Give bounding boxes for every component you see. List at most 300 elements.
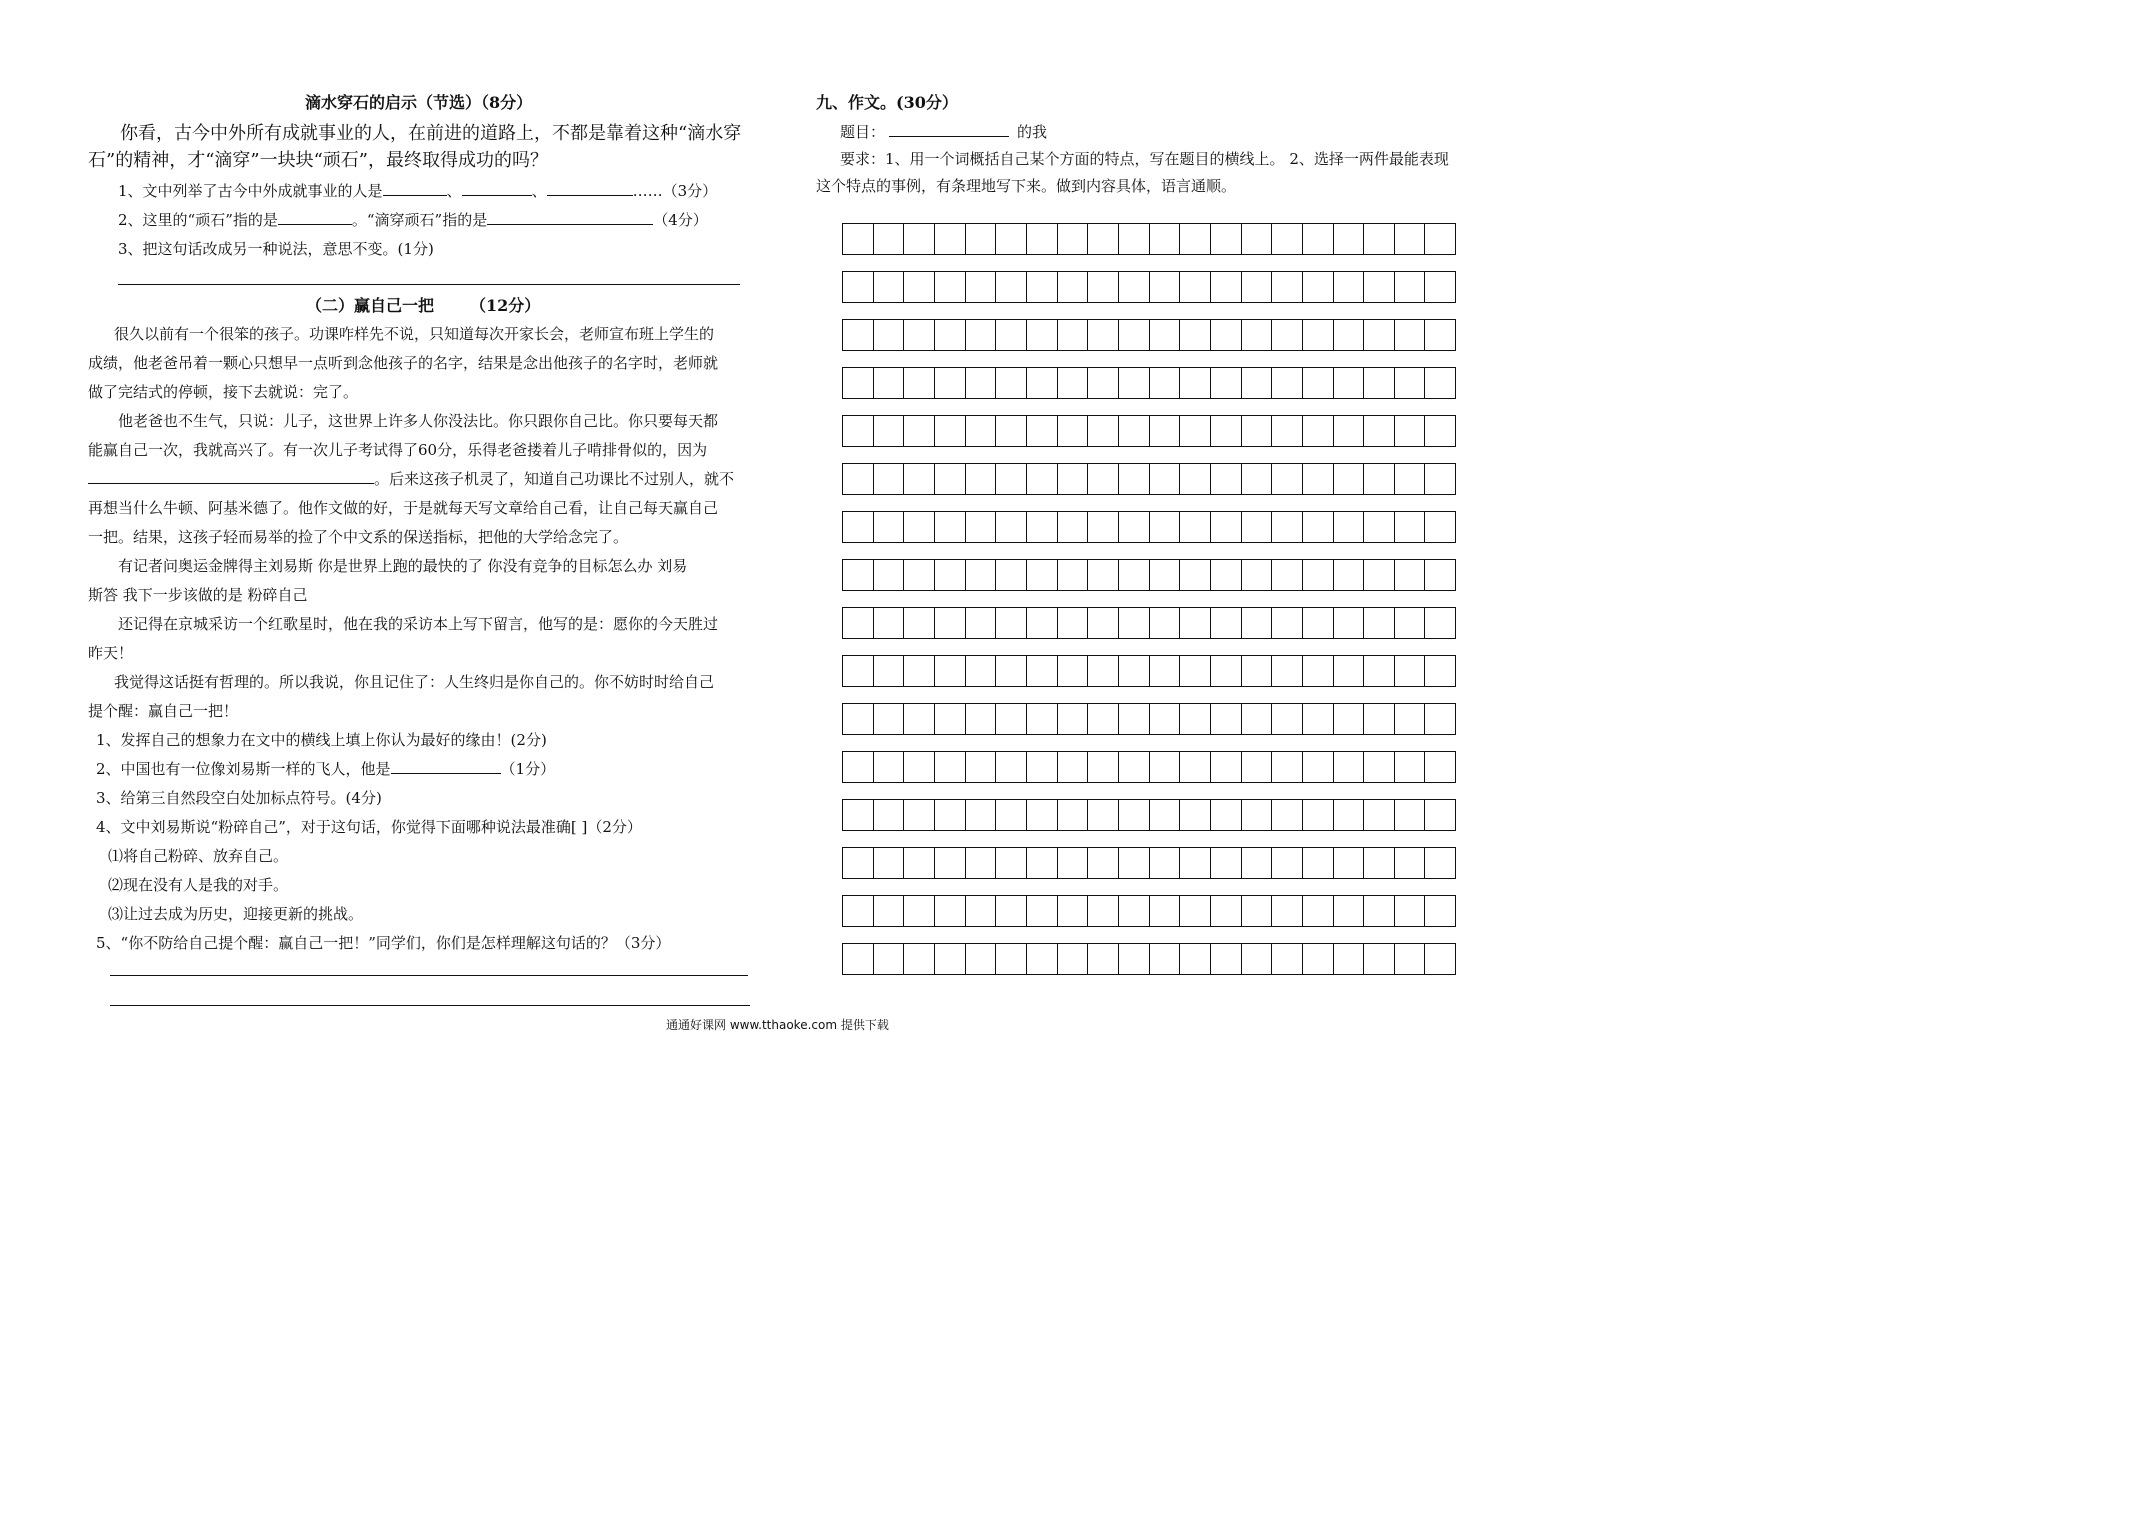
grid-cell[interactable] xyxy=(1211,752,1242,782)
grid-cell[interactable] xyxy=(1395,368,1426,398)
grid-cell[interactable] xyxy=(1058,848,1089,878)
grid-cell[interactable] xyxy=(1334,416,1365,446)
grid-cell[interactable] xyxy=(904,944,935,974)
grid-cell[interactable] xyxy=(1027,272,1058,302)
grid-cell[interactable] xyxy=(1425,512,1455,542)
grid-cell[interactable] xyxy=(904,272,935,302)
grid-cell[interactable] xyxy=(1272,272,1303,302)
grid-cell[interactable] xyxy=(1027,464,1058,494)
grid-cell[interactable] xyxy=(1211,464,1242,494)
grid-cell[interactable] xyxy=(1425,416,1455,446)
grid-cell[interactable] xyxy=(1150,896,1181,926)
grid-cell[interactable] xyxy=(1119,272,1150,302)
grid-cell[interactable] xyxy=(843,368,874,398)
grid-cell[interactable] xyxy=(1334,464,1365,494)
grid-cell[interactable] xyxy=(1242,464,1273,494)
grid-cell[interactable] xyxy=(1395,512,1426,542)
grid-cell[interactable] xyxy=(1027,848,1058,878)
grid-cell[interactable] xyxy=(1119,320,1150,350)
grid-cell[interactable] xyxy=(1119,656,1150,686)
grid-cell[interactable] xyxy=(996,896,1027,926)
grid-cell[interactable] xyxy=(1150,272,1181,302)
grid-cell[interactable] xyxy=(874,752,905,782)
grid-cell[interactable] xyxy=(966,416,997,446)
grid-cell[interactable] xyxy=(1272,752,1303,782)
grid-cell[interactable] xyxy=(874,656,905,686)
grid-cell[interactable] xyxy=(996,848,1027,878)
grid-cell[interactable] xyxy=(1364,560,1395,590)
grid-cell[interactable] xyxy=(1303,752,1334,782)
grid-cell[interactable] xyxy=(1027,608,1058,638)
grid-cell[interactable] xyxy=(1303,656,1334,686)
grid-cell[interactable] xyxy=(1058,944,1089,974)
grid-cell[interactable] xyxy=(966,560,997,590)
grid-cell[interactable] xyxy=(874,368,905,398)
grid-cell[interactable] xyxy=(1272,848,1303,878)
grid-cell[interactable] xyxy=(1425,608,1455,638)
grid-cell[interactable] xyxy=(1272,896,1303,926)
grid-cell[interactable] xyxy=(1425,560,1455,590)
grid-cell[interactable] xyxy=(843,848,874,878)
grid-cell[interactable] xyxy=(1088,752,1119,782)
grid-cell[interactable] xyxy=(1027,512,1058,542)
grid-cell[interactable] xyxy=(996,272,1027,302)
grid-cell[interactable] xyxy=(1211,272,1242,302)
grid-cell[interactable] xyxy=(1425,896,1455,926)
grid-cell[interactable] xyxy=(843,656,874,686)
grid-cell[interactable] xyxy=(1150,608,1181,638)
grid-cell[interactable] xyxy=(1119,800,1150,830)
grid-cell[interactable] xyxy=(1150,224,1181,254)
grid-cell[interactable] xyxy=(1119,608,1150,638)
grid-cell[interactable] xyxy=(1272,368,1303,398)
grid-cell[interactable] xyxy=(1242,944,1273,974)
grid-cell[interactable] xyxy=(1211,416,1242,446)
grid-cell[interactable] xyxy=(1119,560,1150,590)
grid-cell[interactable] xyxy=(996,800,1027,830)
grid-cell[interactable] xyxy=(1334,656,1365,686)
grid-cell[interactable] xyxy=(1180,368,1211,398)
grid-cell[interactable] xyxy=(1303,416,1334,446)
q1-blank-1[interactable] xyxy=(383,181,447,196)
grid-cell[interactable] xyxy=(1395,944,1426,974)
grid-cell[interactable] xyxy=(1119,896,1150,926)
grid-cell[interactable] xyxy=(1364,272,1395,302)
grid-cell[interactable] xyxy=(1180,896,1211,926)
grid-cell[interactable] xyxy=(874,704,905,734)
grid-cell[interactable] xyxy=(996,752,1027,782)
q1-blank-3[interactable] xyxy=(547,181,633,196)
grid-cell[interactable] xyxy=(904,224,935,254)
grid-cell[interactable] xyxy=(1180,560,1211,590)
grid-cell[interactable] xyxy=(1211,368,1242,398)
grid-cell[interactable] xyxy=(1211,848,1242,878)
grid-cell[interactable] xyxy=(935,896,966,926)
grid-cell[interactable] xyxy=(1242,848,1273,878)
grid-cell[interactable] xyxy=(1150,368,1181,398)
grid-cell[interactable] xyxy=(1425,320,1455,350)
grid-cell[interactable] xyxy=(1303,272,1334,302)
grid-cell[interactable] xyxy=(1272,320,1303,350)
grid-cell[interactable] xyxy=(1058,416,1089,446)
grid-cell[interactable] xyxy=(1180,272,1211,302)
grid-cell[interactable] xyxy=(874,848,905,878)
grid-cell[interactable] xyxy=(935,704,966,734)
grid-cell[interactable] xyxy=(1334,224,1365,254)
grid-cell[interactable] xyxy=(966,512,997,542)
grid-cell[interactable] xyxy=(1395,656,1426,686)
grid-cell[interactable] xyxy=(1088,896,1119,926)
grid-cell[interactable] xyxy=(904,464,935,494)
grid-cell[interactable] xyxy=(1027,368,1058,398)
grid-cell[interactable] xyxy=(1211,320,1242,350)
grid-cell[interactable] xyxy=(1150,416,1181,446)
grid-cell[interactable] xyxy=(1150,464,1181,494)
grid-cell[interactable] xyxy=(1119,752,1150,782)
grid-cell[interactable] xyxy=(1180,944,1211,974)
grid-cell[interactable] xyxy=(1364,416,1395,446)
grid-cell[interactable] xyxy=(1242,320,1273,350)
grid-cell[interactable] xyxy=(1119,368,1150,398)
grid-cell[interactable] xyxy=(1242,608,1273,638)
reason-blank[interactable] xyxy=(88,469,374,484)
grid-cell[interactable] xyxy=(1088,848,1119,878)
grid-cell[interactable] xyxy=(1364,704,1395,734)
grid-cell[interactable] xyxy=(843,800,874,830)
grid-cell[interactable] xyxy=(935,464,966,494)
grid-cell[interactable] xyxy=(1058,464,1089,494)
grid-cell[interactable] xyxy=(1303,320,1334,350)
grid-cell[interactable] xyxy=(966,896,997,926)
grid-cell[interactable] xyxy=(935,848,966,878)
grid-cell[interactable] xyxy=(1119,464,1150,494)
grid-cell[interactable] xyxy=(1180,416,1211,446)
grid-cell[interactable] xyxy=(935,272,966,302)
grid-cell[interactable] xyxy=(904,656,935,686)
grid-cell[interactable] xyxy=(904,848,935,878)
grid-cell[interactable] xyxy=(1272,224,1303,254)
grid-cell[interactable] xyxy=(1425,752,1455,782)
grid-cell[interactable] xyxy=(843,224,874,254)
grid-cell[interactable] xyxy=(874,608,905,638)
grid-cell[interactable] xyxy=(996,656,1027,686)
grid-cell[interactable] xyxy=(1334,848,1365,878)
grid-cell[interactable] xyxy=(1364,464,1395,494)
grid-cell[interactable] xyxy=(1211,800,1242,830)
grid-cell[interactable] xyxy=(1425,224,1455,254)
grid-cell[interactable] xyxy=(1334,752,1365,782)
grid-cell[interactable] xyxy=(935,608,966,638)
grid-cell[interactable] xyxy=(1150,800,1181,830)
grid-cell[interactable] xyxy=(1303,848,1334,878)
grid-cell[interactable] xyxy=(1058,320,1089,350)
grid-cell[interactable] xyxy=(1272,944,1303,974)
grid-cell[interactable] xyxy=(1242,368,1273,398)
grid-cell[interactable] xyxy=(1364,848,1395,878)
grid-cell[interactable] xyxy=(1180,320,1211,350)
grid-cell[interactable] xyxy=(843,272,874,302)
answer-line[interactable] xyxy=(110,1005,750,1006)
grid-cell[interactable] xyxy=(904,704,935,734)
grid-cell[interactable] xyxy=(996,224,1027,254)
grid-cell[interactable] xyxy=(1303,224,1334,254)
grid-cell[interactable] xyxy=(935,416,966,446)
grid-cell[interactable] xyxy=(1150,656,1181,686)
grid-cell[interactable] xyxy=(843,608,874,638)
grid-cell[interactable] xyxy=(1211,224,1242,254)
grid-cell[interactable] xyxy=(1088,368,1119,398)
grid-cell[interactable] xyxy=(1150,848,1181,878)
grid-cell[interactable] xyxy=(1334,944,1365,974)
grid-cell[interactable] xyxy=(996,464,1027,494)
grid-cell[interactable] xyxy=(1364,320,1395,350)
grid-cell[interactable] xyxy=(966,272,997,302)
grid-cell[interactable] xyxy=(874,320,905,350)
grid-cell[interactable] xyxy=(966,944,997,974)
grid-cell[interactable] xyxy=(843,512,874,542)
grid-cell[interactable] xyxy=(935,512,966,542)
grid-cell[interactable] xyxy=(1027,800,1058,830)
grid-cell[interactable] xyxy=(1334,560,1365,590)
grid-cell[interactable] xyxy=(935,656,966,686)
grid-cell[interactable] xyxy=(1088,272,1119,302)
grid-cell[interactable] xyxy=(874,944,905,974)
grid-cell[interactable] xyxy=(1088,656,1119,686)
grid-cell[interactable] xyxy=(1425,704,1455,734)
grid-cell[interactable] xyxy=(966,224,997,254)
grid-cell[interactable] xyxy=(1303,368,1334,398)
grid-cell[interactable] xyxy=(935,224,966,254)
grid-cell[interactable] xyxy=(1395,320,1426,350)
grid-cell[interactable] xyxy=(1334,800,1365,830)
grid-cell[interactable] xyxy=(1119,416,1150,446)
grid-cell[interactable] xyxy=(874,416,905,446)
grid-cell[interactable] xyxy=(1364,896,1395,926)
grid-cell[interactable] xyxy=(1058,752,1089,782)
grid-cell[interactable] xyxy=(1119,848,1150,878)
grid-cell[interactable] xyxy=(1180,704,1211,734)
grid-cell[interactable] xyxy=(966,848,997,878)
grid-cell[interactable] xyxy=(1425,800,1455,830)
grid-cell[interactable] xyxy=(1364,224,1395,254)
grid-cell[interactable] xyxy=(1395,560,1426,590)
grid-cell[interactable] xyxy=(1303,560,1334,590)
grid-cell[interactable] xyxy=(1303,800,1334,830)
grid-cell[interactable] xyxy=(1364,368,1395,398)
grid-cell[interactable] xyxy=(1150,512,1181,542)
grid-cell[interactable] xyxy=(874,560,905,590)
grid-cell[interactable] xyxy=(904,896,935,926)
grid-cell[interactable] xyxy=(874,512,905,542)
grid-cell[interactable] xyxy=(843,944,874,974)
grid-cell[interactable] xyxy=(843,704,874,734)
grid-cell[interactable] xyxy=(1303,608,1334,638)
grid-cell[interactable] xyxy=(874,896,905,926)
grid-cell[interactable] xyxy=(935,560,966,590)
grid-cell[interactable] xyxy=(1027,752,1058,782)
grid-cell[interactable] xyxy=(1272,560,1303,590)
grid-cell[interactable] xyxy=(1150,560,1181,590)
grid-cell[interactable] xyxy=(966,464,997,494)
grid-cell[interactable] xyxy=(1088,560,1119,590)
grid-cell[interactable] xyxy=(996,368,1027,398)
grid-cell[interactable] xyxy=(904,320,935,350)
grid-cell[interactable] xyxy=(1272,464,1303,494)
grid-cell[interactable] xyxy=(1364,752,1395,782)
grid-cell[interactable] xyxy=(1242,272,1273,302)
grid-cell[interactable] xyxy=(996,560,1027,590)
grid-cell[interactable] xyxy=(1180,512,1211,542)
grid-cell[interactable] xyxy=(1364,656,1395,686)
grid-cell[interactable] xyxy=(1119,512,1150,542)
grid-cell[interactable] xyxy=(966,704,997,734)
grid-cell[interactable] xyxy=(1058,656,1089,686)
grid-cell[interactable] xyxy=(1088,800,1119,830)
q1-blank-2[interactable] xyxy=(462,181,532,196)
grid-cell[interactable] xyxy=(1334,272,1365,302)
grid-cell[interactable] xyxy=(1303,944,1334,974)
grid-cell[interactable] xyxy=(1395,608,1426,638)
grid-cell[interactable] xyxy=(1425,272,1455,302)
grid-cell[interactable] xyxy=(1027,704,1058,734)
grid-cell[interactable] xyxy=(996,704,1027,734)
grid-cell[interactable] xyxy=(1242,224,1273,254)
grid-cell[interactable] xyxy=(843,464,874,494)
grid-cell[interactable] xyxy=(1272,704,1303,734)
grid-cell[interactable] xyxy=(966,800,997,830)
grid-cell[interactable] xyxy=(1180,848,1211,878)
grid-cell[interactable] xyxy=(996,320,1027,350)
grid-cell[interactable] xyxy=(935,752,966,782)
grid-cell[interactable] xyxy=(904,560,935,590)
grid-cell[interactable] xyxy=(1180,752,1211,782)
grid-cell[interactable] xyxy=(1211,896,1242,926)
grid-cell[interactable] xyxy=(1272,656,1303,686)
grid-cell[interactable] xyxy=(1058,560,1089,590)
grid-cell[interactable] xyxy=(1150,320,1181,350)
grid-cell[interactable] xyxy=(935,800,966,830)
grid-cell[interactable] xyxy=(1119,944,1150,974)
grid-cell[interactable] xyxy=(1272,416,1303,446)
grid-cell[interactable] xyxy=(1334,608,1365,638)
grid-cell[interactable] xyxy=(904,800,935,830)
grid-cell[interactable] xyxy=(996,512,1027,542)
grid-cell[interactable] xyxy=(874,800,905,830)
grid-cell[interactable] xyxy=(904,368,935,398)
grid-cell[interactable] xyxy=(1425,464,1455,494)
grid-cell[interactable] xyxy=(904,608,935,638)
grid-cell[interactable] xyxy=(1242,800,1273,830)
grid-cell[interactable] xyxy=(1395,272,1426,302)
grid-cell[interactable] xyxy=(1088,608,1119,638)
grid-cell[interactable] xyxy=(1395,896,1426,926)
grid-cell[interactable] xyxy=(1303,464,1334,494)
grid-cell[interactable] xyxy=(874,272,905,302)
grid-cell[interactable] xyxy=(1364,512,1395,542)
grid-cell[interactable] xyxy=(1027,896,1058,926)
grid-cell[interactable] xyxy=(1395,800,1426,830)
grid-cell[interactable] xyxy=(1334,368,1365,398)
grid-cell[interactable] xyxy=(1058,368,1089,398)
grid-cell[interactable] xyxy=(1395,464,1426,494)
grid-cell[interactable] xyxy=(1119,224,1150,254)
grid-cell[interactable] xyxy=(1058,272,1089,302)
grid-cell[interactable] xyxy=(1027,560,1058,590)
grid-cell[interactable] xyxy=(1058,224,1089,254)
grid-cell[interactable] xyxy=(1425,944,1455,974)
grid-cell[interactable] xyxy=(1303,704,1334,734)
grid-cell[interactable] xyxy=(904,416,935,446)
grid-cell[interactable] xyxy=(1425,848,1455,878)
grid-cell[interactable] xyxy=(1027,944,1058,974)
grid-cell[interactable] xyxy=(1211,560,1242,590)
grid-cell[interactable] xyxy=(1272,512,1303,542)
grid-cell[interactable] xyxy=(874,464,905,494)
grid-cell[interactable] xyxy=(1211,656,1242,686)
grid-cell[interactable] xyxy=(1395,416,1426,446)
grid-cell[interactable] xyxy=(935,368,966,398)
grid-cell[interactable] xyxy=(1242,512,1273,542)
grid-cell[interactable] xyxy=(996,608,1027,638)
grid-cell[interactable] xyxy=(904,752,935,782)
grid-cell[interactable] xyxy=(1027,416,1058,446)
grid-cell[interactable] xyxy=(1180,464,1211,494)
grid-cell[interactable] xyxy=(843,320,874,350)
grid-cell[interactable] xyxy=(1027,656,1058,686)
grid-cell[interactable] xyxy=(1180,656,1211,686)
grid-cell[interactable] xyxy=(1395,704,1426,734)
q2-blank-1[interactable] xyxy=(278,210,352,225)
grid-cell[interactable] xyxy=(1334,896,1365,926)
q2-blank-2[interactable] xyxy=(487,210,653,225)
grid-cell[interactable] xyxy=(966,368,997,398)
grid-cell[interactable] xyxy=(1088,704,1119,734)
grid-cell[interactable] xyxy=(1242,896,1273,926)
grid-cell[interactable] xyxy=(1364,944,1395,974)
grid-cell[interactable] xyxy=(1119,704,1150,734)
grid-cell[interactable] xyxy=(1058,896,1089,926)
grid-cell[interactable] xyxy=(1058,512,1089,542)
grid-cell[interactable] xyxy=(1211,944,1242,974)
grid-cell[interactable] xyxy=(1425,368,1455,398)
grid-cell[interactable] xyxy=(935,320,966,350)
grid-cell[interactable] xyxy=(1242,704,1273,734)
grid-cell[interactable] xyxy=(1058,800,1089,830)
grid-cell[interactable] xyxy=(966,320,997,350)
grid-cell[interactable] xyxy=(1425,656,1455,686)
grid-cell[interactable] xyxy=(1364,608,1395,638)
grid-cell[interactable] xyxy=(1058,608,1089,638)
grid-cell[interactable] xyxy=(1272,608,1303,638)
grid-cell[interactable] xyxy=(1364,800,1395,830)
grid-cell[interactable] xyxy=(874,224,905,254)
grid-cell[interactable] xyxy=(904,512,935,542)
grid-cell[interactable] xyxy=(996,944,1027,974)
topic-blank[interactable] xyxy=(889,122,1009,137)
grid-cell[interactable] xyxy=(1180,608,1211,638)
grid-cell[interactable] xyxy=(1242,560,1273,590)
grid-cell[interactable] xyxy=(1211,704,1242,734)
grid-cell[interactable] xyxy=(1180,800,1211,830)
grid-cell[interactable] xyxy=(1334,512,1365,542)
grid-cell[interactable] xyxy=(1242,656,1273,686)
grid-cell[interactable] xyxy=(1088,464,1119,494)
grid-cell[interactable] xyxy=(1150,944,1181,974)
grid-cell[interactable] xyxy=(1088,416,1119,446)
grid-cell[interactable] xyxy=(1303,512,1334,542)
grid-cell[interactable] xyxy=(1242,752,1273,782)
grid-cell[interactable] xyxy=(843,896,874,926)
